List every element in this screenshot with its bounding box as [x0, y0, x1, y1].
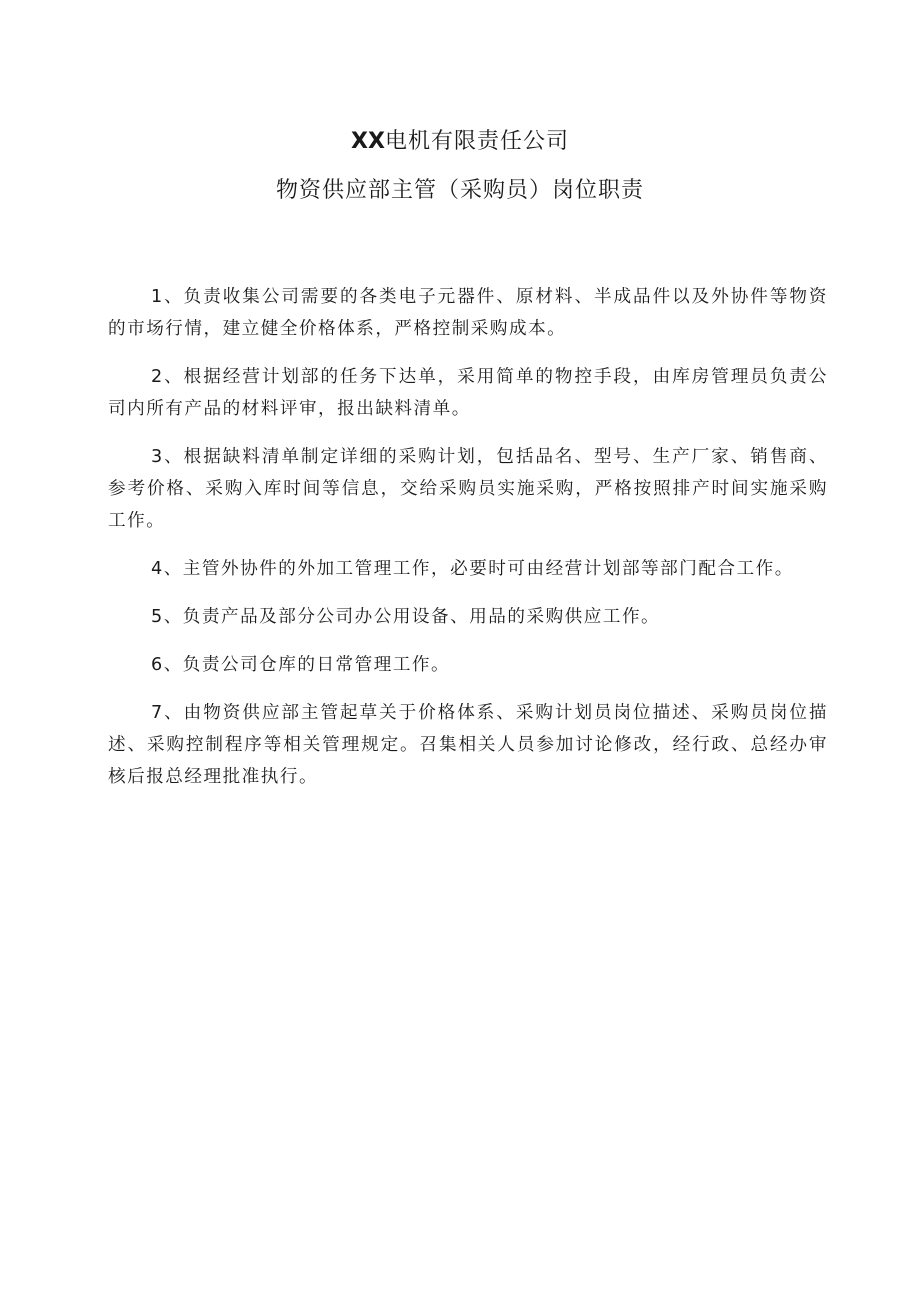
company-name-prefix: XX — [351, 129, 385, 154]
duty-paragraph-1: 1、负责收集公司需要的各类电子元器件、原材料、半成品件以及外协件等物资的市场行情，建立健全价格体系，严格控制采购成本。 — [108, 287, 828, 339]
duty-paragraph-4: 4、主管外协件的外加工管理工作，必要时可由经营计划部等部门配合工作。 — [151, 559, 794, 579]
duty-paragraph-3: 3、根据缺料清单制定详细的采购计划，包括品名、型号、生产厂家、销售商、参考价格、采购入库时间等信息，交给采购员实施采购，严格按照排产时间实施采购工作。 — [108, 447, 828, 531]
duty-paragraph-7: 7、由物资供应部主管起草关于价格体系、采购计划员岗位描述、采购员岗位描述、采购控制程序等相关管理规定。召集相关人员参加讨论修改，经行政、总经办审核后报总经理批准执行。 — [108, 703, 828, 787]
duty-paragraph-2: 2、根据经营计划部的任务下达单，采用简单的物控手段，由库房管理员负责公司内所有产品的材料评审，报出缺料清单。 — [108, 367, 828, 419]
duty-paragraph-6: 6、负责公司仓库的日常管理工作。 — [151, 655, 451, 675]
company-name — [0, 130, 920, 154]
document-title — [0, 130, 920, 203]
position-title: 物资供应部主管（采购员）岗位职责 — [275, 178, 644, 203]
duty-paragraph-5: 5、负责产品及部分公司办公用设备、用品的采购供应工作。 — [151, 607, 661, 627]
company-name-rest: 电机有限责任公司 — [384, 129, 569, 154]
duties-list — [108, 281, 828, 809]
